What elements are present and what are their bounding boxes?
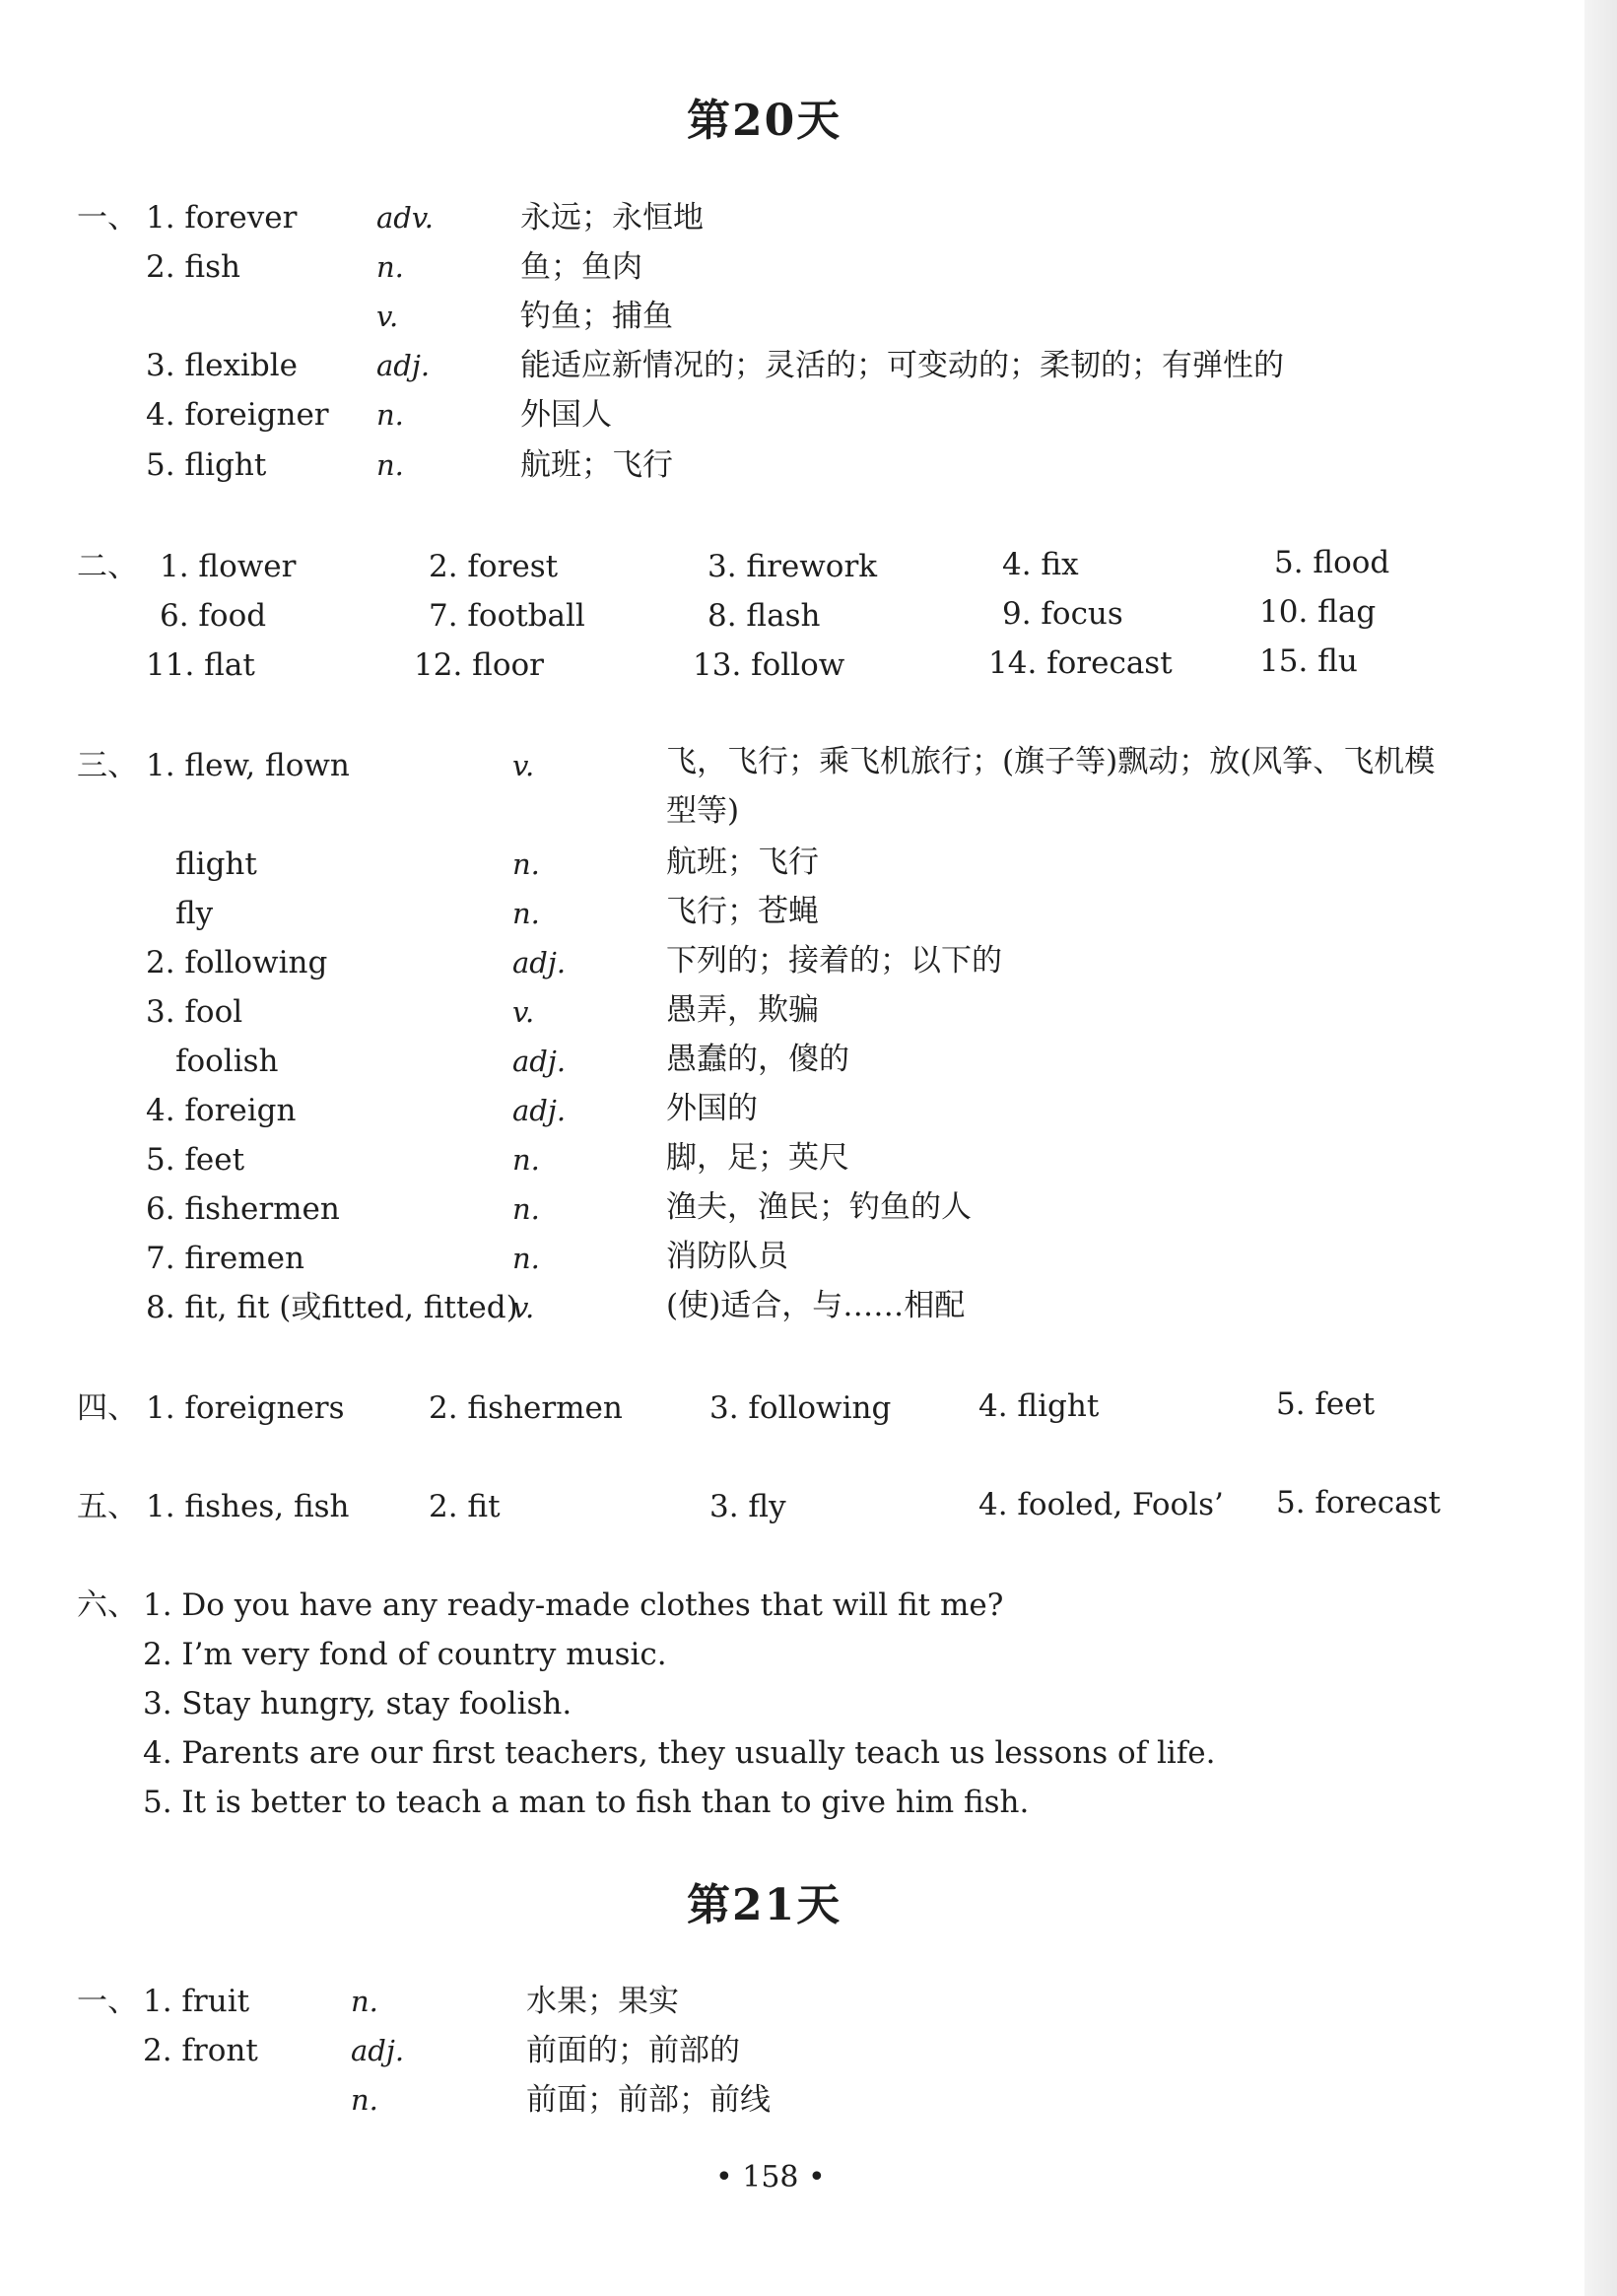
word: 2. following [146,945,328,980]
sentence: 5. It is better to teach a man to fish than to give him fish. [143,1785,1030,1820]
meaning: 外国的 [666,1091,758,1126]
sentence: 3. Stay hungry, stay foolish. [143,1686,573,1722]
pos: n. [512,1242,540,1275]
page-edge-shadow [1584,0,1617,2296]
answer-item: 4. flight [978,1388,1100,1424]
pos: n. [512,1192,540,1226]
word: 7. firemen [146,1241,304,1276]
meaning: 外国人 [520,397,612,433]
word: 1. flew, flown [146,748,350,783]
word: fly [175,896,214,931]
answer-item: 11. flat [146,647,255,683]
pos: v. [376,300,399,333]
meaning: 愚蠢的，傻的 [666,1042,849,1077]
meaning: 水果；果实 [526,1984,679,2019]
meaning: 永远；永恒地 [520,200,704,236]
pos: n. [512,847,540,881]
answer-item: 14. forecast [988,645,1173,681]
pos: adj. [376,349,431,382]
pos: adj. [351,2034,405,2067]
meaning: 下列的；接着的；以下的 [666,943,1002,979]
word: 8. fit, fit (或fitted, fitted) [146,1290,518,1325]
meaning: 脚，足；英尺 [666,1140,849,1176]
day20-title: 第20天 [687,96,842,146]
pos: n. [351,2083,378,2117]
word: 2. fish [146,249,240,285]
answer-item: 8. flash [707,598,821,634]
answer-item: 4. fooled, Fools’ [978,1487,1224,1522]
pos: n. [376,398,404,432]
answer-item: 3. following [709,1390,892,1426]
day21-title: 第21天 [687,1880,842,1930]
pos: adj. [512,946,567,979]
meaning: 飞，飞行；乘飞机旅行；(旗子等)飘动；放(风筝、飞机模 [666,744,1436,779]
answer-item: 7. football [429,598,585,634]
pos: adv. [376,201,435,235]
meaning: 前面；前部；前线 [526,2082,771,2118]
meaning: 型等) [666,793,740,829]
word: 6. fishermen [146,1191,340,1227]
word: 2. front [143,2033,258,2068]
answer-item: 15. flu [1259,643,1358,679]
answer-item: 2. fishermen [429,1390,623,1426]
meaning: 鱼；鱼肉 [520,249,642,285]
meaning: 消防队员 [666,1239,788,1274]
answer-item: 1. flower [160,549,297,584]
day20-s3-mark: 三、 [77,748,138,783]
meaning: 航班；飞行 [520,447,673,483]
page-number: • 158 • [715,2160,826,2195]
pos: n. [351,1985,378,2018]
sentence: 4. Parents are our first teachers, they usually teach us lessons of life. [143,1735,1216,1771]
word: 1. fruit [143,1984,250,2019]
answer-item: 1. foreigners [146,1390,345,1426]
answer-item: 9. focus [1002,596,1123,632]
meaning: 能适应新情况的；灵活的；可变动的；柔韧的；有弹性的 [520,348,1284,383]
meaning: 航班；飞行 [666,844,819,880]
day20-s5-mark: 五、 [77,1489,138,1524]
answer-item: 4. fix [1002,547,1079,582]
answer-item: 10. flag [1259,594,1377,630]
word: 3. fool [146,994,243,1030]
word: 3. flexible [146,348,298,383]
day20-s4-mark: 四、 [77,1390,138,1426]
answer-item: 12. floor [414,647,544,683]
pos: v. [512,1291,535,1324]
day21-s1-mark: 一、 [77,1984,138,2019]
meaning: 前面的；前部的 [526,2033,740,2068]
word: 4. foreign [146,1093,297,1128]
answer-item: 2. forest [429,549,559,584]
pos: n. [376,250,404,284]
word: 4. foreigner [146,397,329,433]
day20-s1-mark: 一、 [77,200,138,236]
meaning: 愚弄，欺骗 [666,992,819,1028]
pos: n. [376,448,404,482]
answer-item: 1. fishes, fish [146,1489,350,1524]
answer-item: 5. forecast [1276,1485,1441,1520]
word: 1. forever [146,200,298,236]
word: foolish [175,1044,279,1079]
pos: adj. [512,1045,567,1078]
answer-item: 5. feet [1276,1386,1376,1422]
answer-item: 3. firework [707,549,878,584]
pos: n. [512,1143,540,1177]
answer-item: 6. food [160,598,267,634]
pos: n. [512,897,540,930]
pos: v. [512,749,535,782]
meaning: (使)适合，与……相配 [666,1288,966,1323]
sentence: 1. Do you have any ready-made clothes that will fit me? [143,1587,1004,1623]
word: 5. feet [146,1142,245,1178]
meaning: 渔夫，渔民；钓鱼的人 [666,1189,972,1225]
answer-item: 5. flood [1274,545,1390,580]
word: 5. flight [146,447,267,483]
answer-item: 2. fit [429,1489,501,1524]
day20-s2-mark: 二、 [77,549,138,584]
day20-s6-mark: 六、 [77,1587,138,1623]
pos: v. [512,995,535,1029]
meaning: 钓鱼；捕鱼 [520,299,673,334]
pos: adj. [512,1094,567,1127]
meaning: 飞行；苍蝇 [666,894,819,929]
answer-item: 13. follow [693,647,845,683]
sentence: 2. I’m very fond of country music. [143,1637,667,1672]
word: flight [175,846,257,882]
answer-item: 3. fly [709,1489,786,1524]
